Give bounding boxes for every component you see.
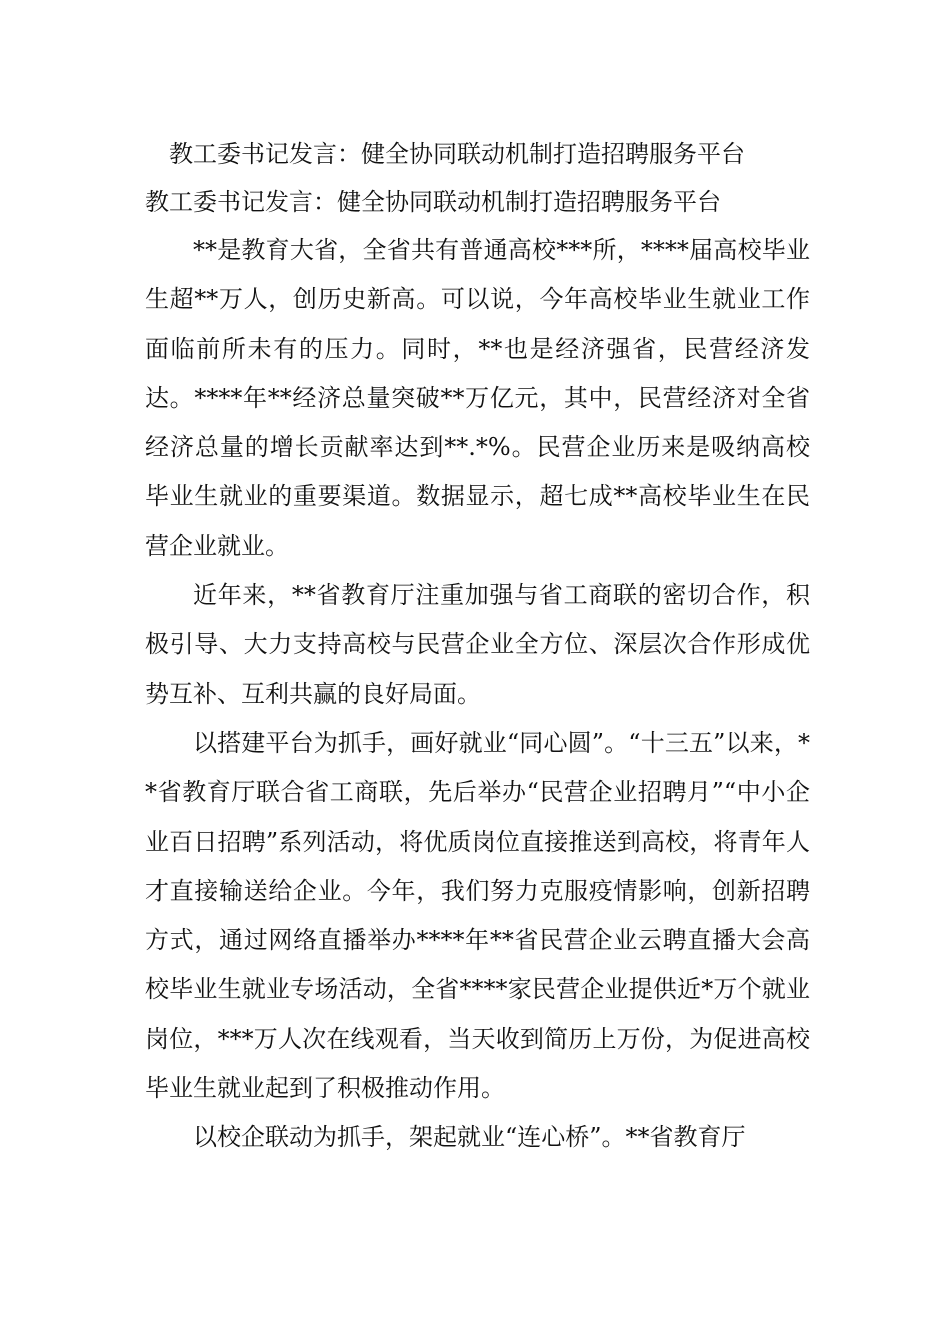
document-body: [145, 130, 810, 1163]
paragraph-cooperation: 近年来，**省教育厅注重加强与省工商联的密切合作，积极引导、大力支持高校与民营企业全方位、深层次合作形成优势互补、互利共赢的良好局面。: [145, 581, 810, 708]
document-title: 教工委书记发言：健全协同联动机制打造招聘服务平台: [169, 140, 745, 168]
document-title-repeat: 教工委书记发言：健全协同联动机制打造招聘服务平台: [145, 188, 721, 216]
paragraph-school-enterprise: 以校企联动为抓手，架起就业“连心桥”。**省教育厅: [193, 1123, 746, 1152]
paragraph-intro: **是教育大省，全省共有普通高校***所，****届高校毕业生超**万人，创历史新高。可以说，今年高校毕业生就业工作面临前所未有的压力。同时，**也是经济强省，民营经济发达。****年**经济总量突破**万亿元，其中，民营经济对全省经济总量的增长贡献率达到**.*%。民营企业历来是吸纳高校毕业生就业的重要渠道。数据显示，超七成**高校毕业生在民营企业就业。: [145, 236, 810, 560]
paragraph-platform: 以搭建平台为抓手，画好就业“同心圆”。“十三五”以来，**省教育厅联合省工商联，先后举办“民营企业招聘月”“中小企业百日招聘”系列活动，将优质岗位直接推送到高校，将青年人才直接输送给企业。今年，我们努力克服疫情影响，创新招聘方式，通过网络直播举办****年**省民营企业云聘直播大会高校毕业生就业专场活动，全省****家民营企业提供近*万个就业岗位，***万人次在线观看，当天收到简历上万份，为促进高校毕业生就业起到了积极推动作用。: [145, 728, 810, 1103]
